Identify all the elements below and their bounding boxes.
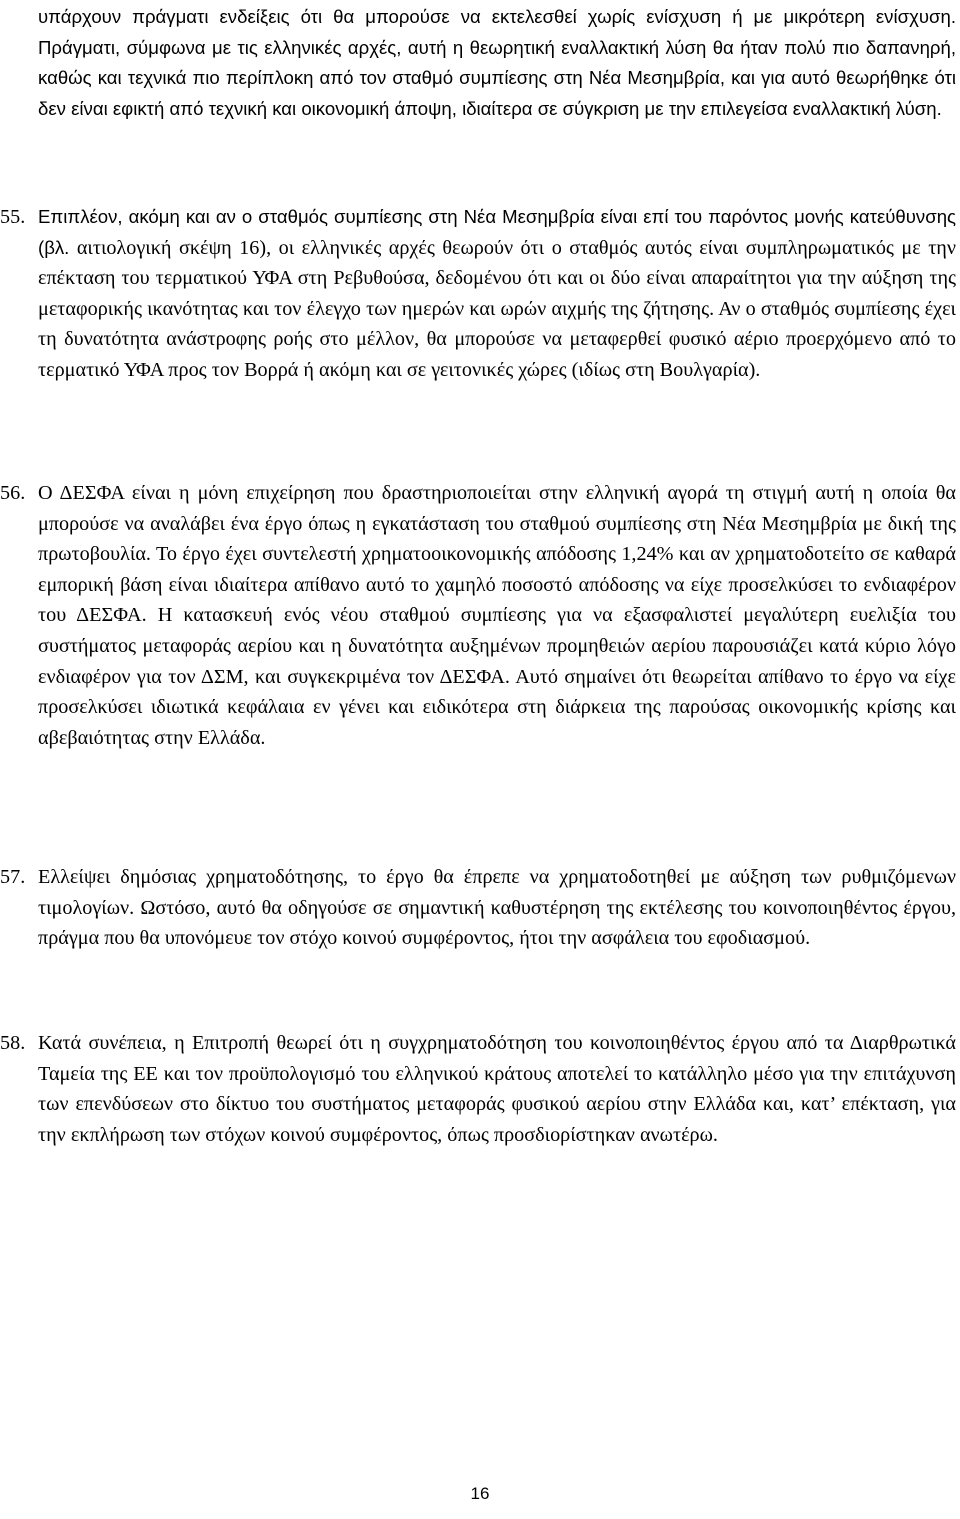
- paragraph-58: [0, 1028, 956, 1150]
- paragraph-number: 57.: [0, 866, 26, 888]
- paragraph-text: Ο ΔΕΣΦΑ είναι η μόνη επιχείρηση που δραστηριοποιείται στην ελληνική αγορά τη στιγμή αυτή η οποία θα μπορούσε να αναλάβει ένα έργο όπως η εγκατάσταση του σταθμού συμπίεσης στη Νέα Μεσημβρία με δική της πρωτοβουλία. Το έργο έχει συντελεστή χρηματοοικονομικής απόδοσης 1,24% και αν χρηματοδοτείτο σε καθαρά εμπορική βάση είναι ιδιαίτερα απίθανο αυτό το χαμηλό ποσοστό απόδοσης να είχε προσελκύσει το ενδιαφέρον του ΔΕΣΦΑ. Η κατασκευή ενός νέου σταθμού συμπίεσης για να εξασφαλιστεί μεγαλύτερη ευελιξία του συστήματος μεταφοράς αερίου και η δυνατότητα αυξημένων προμηθειών αερίου παρουσιάζει κατά κύριο λόγο ενδιαφέρον για τον ΔΣΜ, και συγκεκριμένα τον ΔΕΣΦΑ. Αυτό σημαίνει ότι θεωρείται απίθανο το έργο να είχε προσελκύσει ιδιωτικά κεφάλαια εν γένει και ειδικότερα στη διάρκεια της παρούσας οικονομικής κρίσης και αβεβαιότητας στην Ελλάδα.: [38, 482, 956, 749]
- paragraph-text: Ελλείψει δημόσιας χρηματοδότησης, το έργο θα έπρεπε να χρηματοδοτηθεί με αύξηση των ρυθμιζόμενων τιμολογίων. Ωστόσο, αυτό θα οδηγούσε σε σημαντική καθυστέρηση της εκτέλεσης του κοινοποιηθέντος έργου, πράγμα που θα υπονόμευε τον στόχο κοινού συμφέροντος, ήτοι την ασφάλεια του εφοδιασμού.: [38, 866, 956, 950]
- paragraph-number: 56.: [0, 482, 26, 504]
- paragraph-56: [0, 478, 956, 753]
- paragraph-continuation: [38, 2, 956, 124]
- paragraph-intro-text: υπάρχουν πράγματι ενδείξεις ότι θα μπορούσε να εκτελεσθεί χωρίς ενίσχυση ή με μικρότερη ενίσχυση. Πράγματι, σύμφωνα με τις ελληνικές αρχές, αυτή η θεωρητική εναλλακτική λύση θα ήταν πολύ πιο δαπανηρή, καθώς και τεχνικά πιο περίπλοκη από τον σταθμό συμπίεσης στη Νέα Μεσημβρία, και για αυτό θεωρήθηκε ότι δεν είναι εφικτή από τεχνική και οικονομική άποψη, ιδιαίτερα σε σύγκριση με την επιλεγείσα εναλλακτική λύση.: [38, 6, 956, 119]
- paragraph-57: [0, 862, 956, 954]
- paragraph-text-serif: αιτιολογική σκέψη 16), οι ελληνικές αρχές θεωρούν ότι ο σταθμός αυτός είναι συμπληρωματικός με την επέκταση του τερματικού ΥΦΑ στη Ρεβυθούσα, δεδομένου ότι και οι δύο είναι απαραίτητοι για την αύξηση της μεταφορικής ικανότητας και τον έλεγχο των ημερών και ωρών αιχμής της ζήτησης. Αν ο σταθμός συμπίεσης έχει τη δυνατότητα ανάστροφης ροής στο μέλλον, θα μπορούσε να μεταφερθεί φυσικό αέριο προερχόμενο από το τερματικό ΥΦΑ προς τον Βορρά ή ακόμη και σε γειτονικές χώρες (ιδίως στη Βουλγαρία).: [38, 236, 956, 381]
- page-number: 16: [470, 1484, 490, 1503]
- paragraph-number: 55.: [0, 206, 26, 228]
- paragraph-number: 58.: [0, 1032, 26, 1054]
- paragraph-text-sans: Επιπλέον, ακόμη και αν ο σταθμός συμπίεσης στη Νέα Μεσημβρία είναι επί του παρόντος μονής κατεύθυνσης (βλ.: [38, 206, 956, 258]
- paragraph-55: [0, 202, 956, 386]
- paragraph-text: Κατά συνέπεια, η Επιτροπή θεωρεί ότι η συγχρηματοδότηση του κοινοποιηθέντος έργου από τα Διαρθρωτικά Ταμεία της ΕΕ και τον προϋπολογισμό του ελληνικού κράτους αποτελεί το κατάλληλο μέσο για την επιτάχυνση των επενδύσεων στο δίκτυο του συστήματος μεταφοράς φυσικού αερίου στην Ελλάδα και, κατ’ επέκταση, για την εκπλήρωση των στόχων κοινού συμφέροντος, όπως προσδιορίστηκαν ανωτέρω.: [38, 1032, 956, 1146]
